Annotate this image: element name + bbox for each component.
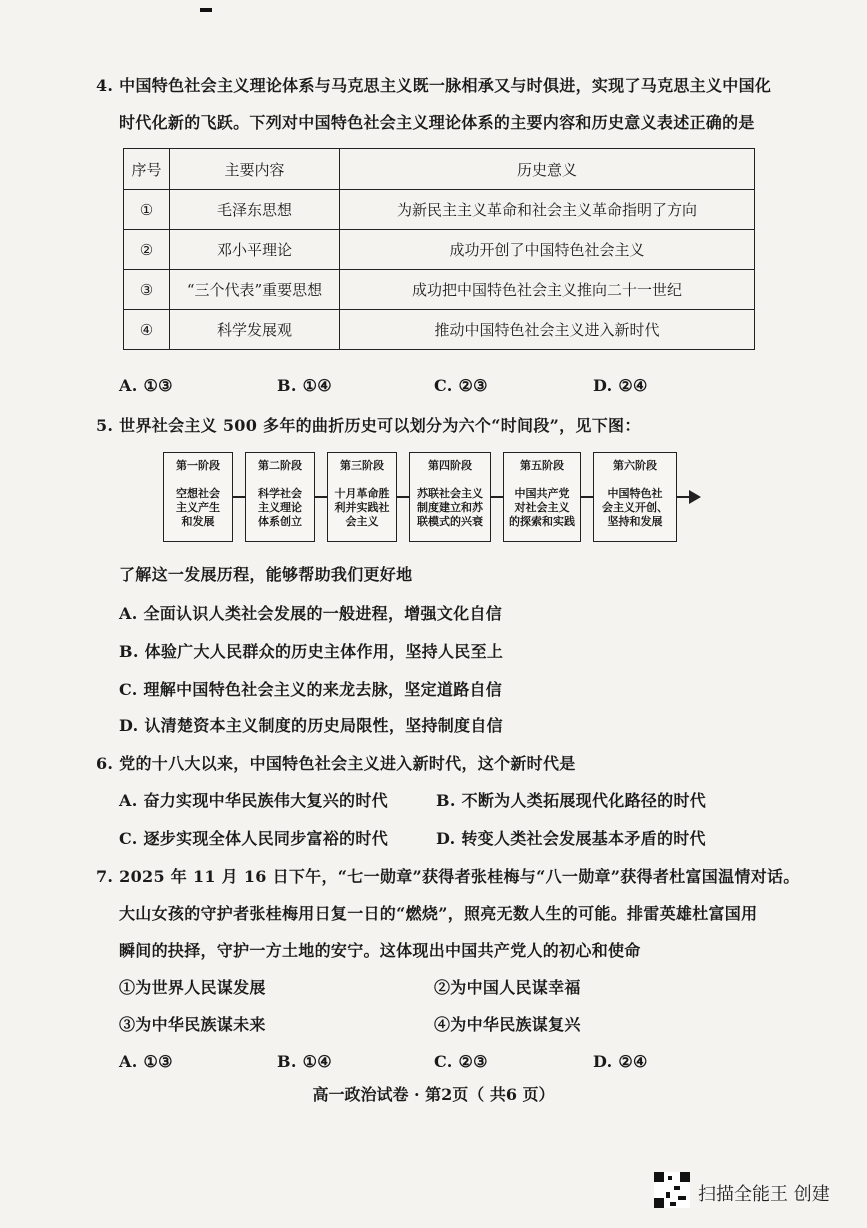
table-header-cell: 主要内容 — [170, 149, 340, 190]
q4-stem-line2: 时代化新的飞跃。下列对中国特色社会主义理论体系的主要内容和历史意义表述正确的是 — [119, 113, 755, 132]
scan-mark — [200, 8, 212, 12]
stage-desc: 制度建立和苏 — [417, 501, 483, 514]
page-footer: 高一政治试卷 · 第2页（ 共6 页） — [312, 1085, 555, 1104]
stage-box — [327, 452, 397, 542]
stage-desc: 联模式的兴衰 — [417, 515, 483, 528]
table-cell: 推动中国特色社会主义进入新时代 — [340, 310, 755, 350]
table-header-cell: 序号 — [124, 149, 170, 190]
q5-option-a[interactable]: A. 全面认识人类社会发展的一般进程，增强文化自信 — [119, 604, 503, 623]
q7-option-c[interactable]: C. ②③ — [434, 1052, 488, 1071]
q7-option-b[interactable]: B. ①④ — [277, 1052, 332, 1071]
q6-option-c[interactable]: C. 逐步实现全体人民同步富裕的时代 — [119, 829, 388, 848]
table-row — [124, 230, 755, 270]
stage-title: 第二阶段 — [258, 459, 302, 472]
stage-desc: 科学社会 — [258, 487, 302, 500]
stage-connector — [233, 496, 245, 498]
q6-option-b[interactable]: B. 不断为人类拓展现代化路径的时代 — [436, 791, 707, 810]
stage-box — [245, 452, 315, 542]
stage-connector — [315, 496, 327, 498]
table-cell: ④ — [124, 310, 170, 350]
q4-option-a[interactable]: A. ①③ — [119, 376, 173, 395]
q7-stem-line2: 大山女孩的守护者张桂梅用日复一日的“燃烧”，照亮无数人生的可能。排雷英雄杜富国用 — [119, 904, 758, 923]
stage-desc: 中国共产党 — [514, 487, 570, 500]
stage-box — [503, 452, 581, 542]
q5-option-d[interactable]: D. 认清楚资本主义制度的历史局限性，坚持制度自信 — [119, 716, 503, 735]
q7-stem-line3: 瞬间的抉择，守护一方土地的安宁。这体现出中国共产党人的初心和使命 — [119, 941, 641, 960]
table-header-cell: 历史意义 — [340, 149, 755, 190]
table-cell: ③ — [124, 270, 170, 310]
stage-box — [593, 452, 677, 542]
stage-desc: 苏联社会主义 — [417, 487, 483, 500]
q4-option-b[interactable]: B. ①④ — [277, 376, 332, 395]
q7-item-3: ③为中华民族谋未来 — [119, 1015, 266, 1034]
q5-option-b[interactable]: B. 体验广大人民群众的历史主体作用，坚持人民至上 — [119, 642, 504, 661]
q5-prompt: 了解这一发展历程，能够帮助我们更好地 — [119, 565, 413, 584]
stage-connector — [491, 496, 503, 498]
stage-title: 第四阶段 — [428, 459, 472, 472]
scanner-watermark: 扫描全能王 创建 — [698, 1184, 830, 1205]
table-row — [124, 190, 755, 230]
stage-desc: 体系创立 — [258, 515, 302, 528]
q4-option-d[interactable]: D. ②④ — [593, 376, 648, 395]
stage-desc: 坚持和发展 — [607, 515, 663, 528]
q5-option-c[interactable]: C. 理解中国特色社会主义的来龙去脉，坚定道路自信 — [119, 680, 503, 699]
stage-desc: 利并实践社 — [334, 501, 390, 514]
stage-desc: 会主义 — [345, 515, 379, 528]
stage-title: 第三阶段 — [340, 459, 384, 472]
qr-code-icon — [654, 1172, 690, 1208]
stage-desc: 和发展 — [181, 515, 215, 528]
table-row — [124, 270, 755, 310]
stage-connector — [581, 496, 593, 498]
table-row — [124, 310, 755, 350]
table-cell: “三个代表”重要思想 — [170, 270, 340, 310]
q6-stem: 6. 党的十八大以来，中国特色社会主义进入新时代，这个新时代是 — [96, 754, 576, 773]
stage-desc: 中国特色社 — [607, 487, 663, 500]
stage-box — [409, 452, 491, 542]
table-cell: 成功把中国特色社会主义推向二十一世纪 — [340, 270, 755, 310]
table-cell: ② — [124, 230, 170, 270]
table-cell: 毛泽东思想 — [170, 190, 340, 230]
q5-stage-flowchart — [163, 452, 703, 544]
table-cell: 科学发展观 — [170, 310, 340, 350]
table-cell: 为新民主主义革命和社会主义革命指明了方向 — [340, 190, 755, 230]
q4-table — [123, 148, 755, 350]
q7-option-a[interactable]: A. ①③ — [119, 1052, 173, 1071]
stage-desc: 对社会主义 — [514, 501, 570, 514]
stage-desc: 主义理论 — [258, 501, 302, 514]
stage-title: 第六阶段 — [613, 459, 657, 472]
q6-option-d[interactable]: D. 转变人类社会发展基本矛盾的时代 — [436, 829, 706, 848]
stage-desc: 会主义开创、 — [602, 501, 668, 514]
arrow-right-icon — [689, 490, 701, 504]
table-cell: 邓小平理论 — [170, 230, 340, 270]
stage-desc: 空想社会 — [176, 487, 220, 500]
q6-option-a[interactable]: A. 奋力实现中华民族伟大复兴的时代 — [119, 791, 388, 810]
stage-desc: 十月革命胜 — [334, 487, 390, 500]
stage-title: 第一阶段 — [176, 459, 220, 472]
stage-desc: 主义产生 — [176, 501, 220, 514]
q4-option-c[interactable]: C. ②③ — [434, 376, 488, 395]
stage-box — [163, 452, 233, 542]
q7-item-2: ②为中国人民谋幸福 — [434, 978, 581, 997]
q7-item-1: ①为世界人民谋发展 — [119, 978, 266, 997]
stage-connector — [397, 496, 409, 498]
table-header-row — [124, 149, 755, 190]
q7-option-d[interactable]: D. ②④ — [593, 1052, 648, 1071]
q7-stem-line1: 7. 2025 年 11 月 16 日下午，“七一勋章”获得者张桂梅与“八一勋章”获得者杜富国温情对话。 — [96, 867, 800, 886]
table-cell: ① — [124, 190, 170, 230]
q4-stem-line1: 4. 中国特色社会主义理论体系与马克思主义既一脉相承又与时俱进，实现了马克思主义中国化 — [96, 76, 772, 95]
q7-item-4: ④为中华民族谋复兴 — [434, 1015, 581, 1034]
table-cell: 成功开创了中国特色社会主义 — [340, 230, 755, 270]
stage-title: 第五阶段 — [520, 459, 564, 472]
q5-stem: 5. 世界社会主义 500 多年的曲折历史可以划分为六个“时间段”，见下图： — [96, 416, 641, 435]
stage-desc: 的探索和实践 — [509, 515, 575, 528]
